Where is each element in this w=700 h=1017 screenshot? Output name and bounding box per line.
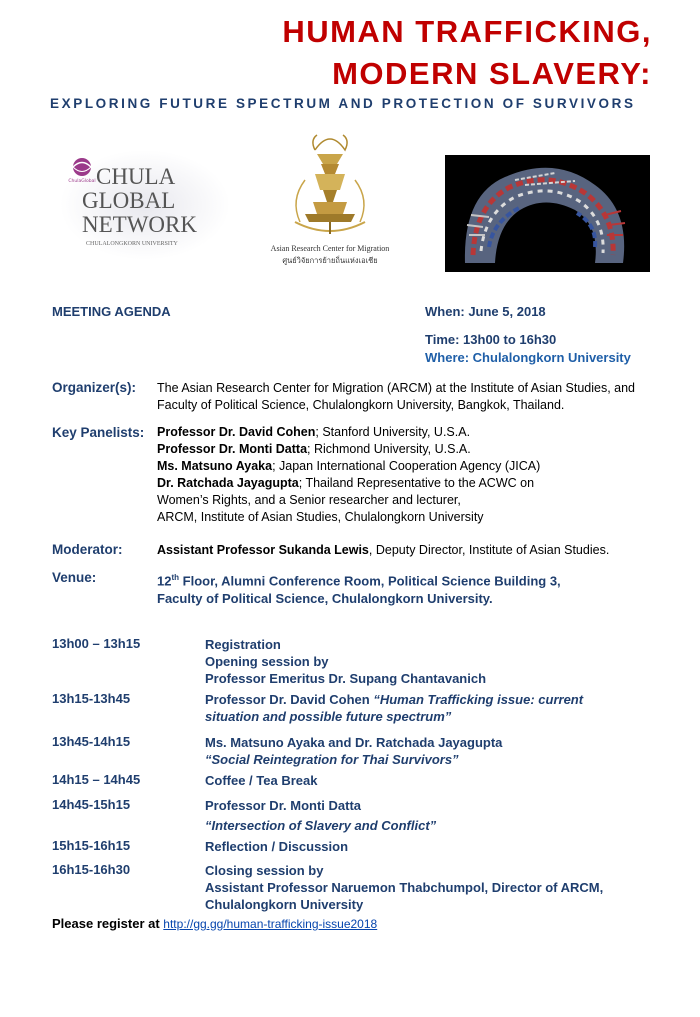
panelist-item: Professor Dr. David Cohen; Stanford University, U.S.A. xyxy=(157,425,471,439)
register-label: Please register at xyxy=(52,916,164,931)
panelist-item: Dr. Ratchada Jayagupta; Thailand Representative to the ACWC on xyxy=(157,476,535,490)
meeting-time: Time: 13h00 to 16h30 xyxy=(425,332,557,347)
chula-small-text: ChulaGlobal xyxy=(68,179,96,184)
svg-text:Asian Research Center for Migr: Asian Research Center for Migration xyxy=(270,244,390,253)
phra-kiao-emblem-icon xyxy=(295,135,365,234)
subtitle: EXPLORING FUTURE SPECTRUM AND PROTECTION OF SURVIVORS xyxy=(50,96,636,111)
venue-label: Venue: xyxy=(52,570,97,585)
moderator-text: Assistant Professor Sukanda Lewis, Deputy Director, Institute of Asian Studies. xyxy=(157,543,610,557)
svg-text:CHULA: CHULA xyxy=(96,164,176,189)
panelists-label: Key Panelists: xyxy=(52,425,145,440)
registration-link[interactable]: http://gg.gg/human-trafficking-issue2018 xyxy=(163,917,378,931)
register-line xyxy=(52,916,377,931)
meeting-location: Where: Chulalongkorn University xyxy=(425,350,631,365)
meeting-date: When: June 5, 2018 xyxy=(425,304,546,319)
word-cloud-image xyxy=(445,155,650,272)
panelist-item: Ms. Matsuno Ayaka; Japan International Cooperation Agency (JICA) xyxy=(157,459,541,473)
moderator-label: Moderator: xyxy=(52,542,123,557)
chula-global-network-logo xyxy=(60,150,230,260)
organizer-text: The Asian Research Center for Migration (ARCM) at the Institute of Asian Studies, and Faculty of Political Science, Chulalongkorn University, Bangkok, Thailand. xyxy=(157,381,636,412)
venue-text: 12th Floor, Alumni Conference Room, Political Science Building 3, Faculty of Political Science, Chulalongkorn University. xyxy=(157,573,561,607)
meeting-agenda-label: MEETING AGENDA xyxy=(52,304,171,319)
panelist-item: Professor Dr. Monti Datta; Richmond University, U.S.A. xyxy=(157,442,471,456)
svg-text:NETWORK: NETWORK xyxy=(82,212,197,237)
title-line-1: HUMAN TRAFFICKING, xyxy=(282,14,652,49)
svg-text:GLOBAL: GLOBAL xyxy=(82,188,176,213)
panelists-list: Professor Dr. David Cohen; Stanford University, U.S.A. Professor Dr. Monti Datta; Richmond University, U.S.A. Ms. Matsuno Ayaka; Japan International Cooperation Agency (JICA) Dr. Ratchada Jayagupta; Thailand Representative to the ACWC on Women’s Rights, and a Senior researcher and lecturer, ARCM, Institute of Asian Studies, Chulalongkorn University xyxy=(157,425,541,524)
arcm-logo xyxy=(255,130,405,270)
title-line-2: MODERN SLAVERY: xyxy=(332,56,652,91)
svg-text:ศูนย์วิจัยการย้ายถิ่นแห่งเอเชี: ศูนย์วิจัยการย้ายถิ่นแห่งเอเชีย xyxy=(282,256,378,265)
svg-text:CHULALONGKORN UNIVERSITY: CHULALONGKORN UNIVERSITY xyxy=(86,241,178,247)
organizer-label: Organizer(s): xyxy=(52,380,137,395)
